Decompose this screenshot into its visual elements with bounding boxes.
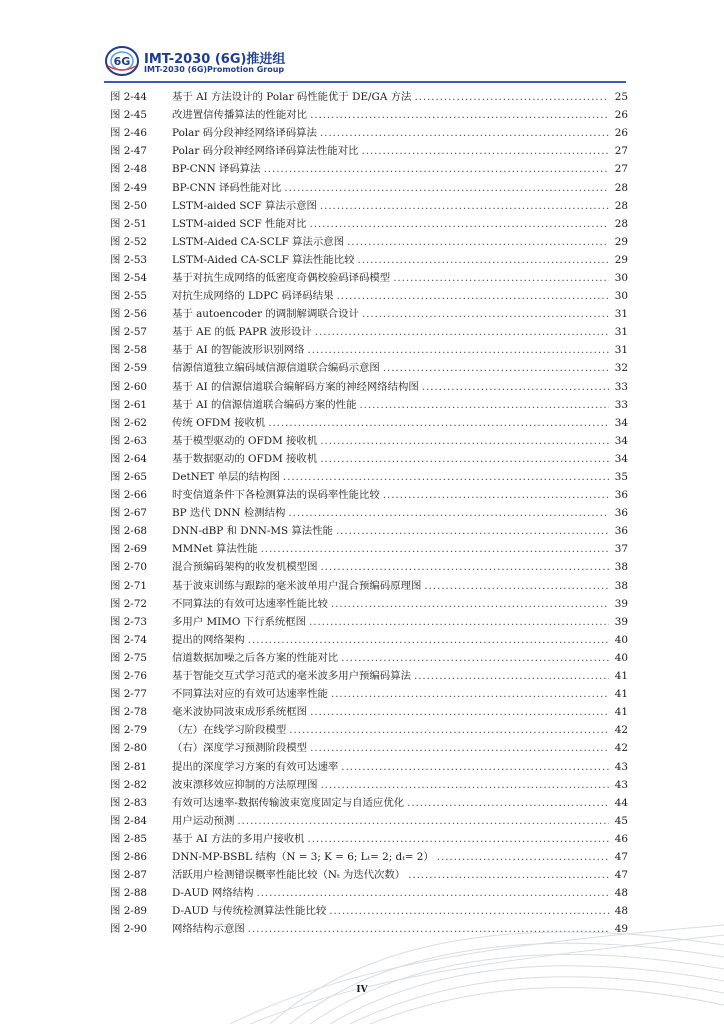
- figure-label: 图 2-62: [110, 416, 148, 429]
- page-header: [104, 44, 624, 78]
- figure-label: 图 2-83: [110, 796, 148, 809]
- page-ref: 27: [614, 145, 628, 158]
- page-ref: 31: [614, 344, 628, 357]
- dot-leader: [362, 305, 609, 323]
- dot-leader: [336, 522, 609, 540]
- figure-label: 图 2-67: [110, 507, 148, 520]
- toc-entry[interactable]: [110, 631, 628, 649]
- figure-title: 基于 AI 方法的多用户接收机: [172, 832, 305, 845]
- page-ref: 41: [614, 706, 628, 719]
- figure-label: 图 2-50: [110, 199, 148, 212]
- page-ref: 41: [614, 688, 628, 701]
- dot-leader: [341, 758, 609, 776]
- figure-title: 基于波束训练与跟踪的毫米波单用户混合预编码原理图: [172, 579, 422, 592]
- figure-label: 图 2-63: [110, 434, 148, 447]
- dot-leader: [437, 848, 609, 866]
- toc-entry[interactable]: [110, 305, 628, 323]
- figure-title: D-AUD 网络结构: [172, 887, 254, 900]
- toc-entry[interactable]: [110, 215, 628, 233]
- figure-label: 图 2-78: [110, 706, 148, 719]
- figure-label: 图 2-52: [110, 235, 148, 248]
- page-ref: 33: [614, 398, 628, 411]
- page-ref: 40: [614, 633, 628, 646]
- page-ref: 39: [614, 615, 628, 628]
- dot-leader: [407, 794, 609, 812]
- figure-title: 提出的深度学习方案的有效可达速率: [172, 760, 339, 773]
- decorative-waves: [230, 905, 724, 1024]
- page-ref: 48: [614, 887, 628, 900]
- org-name-en: IMT-2030 (6G)Promotion Group: [144, 65, 285, 74]
- figure-label: 图 2-74: [110, 633, 148, 646]
- figure-label: 图 2-68: [110, 525, 148, 538]
- dot-leader: [320, 124, 609, 142]
- dot-leader: [257, 884, 610, 902]
- figure-title: 用户运动预测: [172, 814, 235, 827]
- page-ref: 30: [614, 271, 628, 284]
- page-ref: 41: [614, 670, 628, 683]
- figure-label: 图 2-69: [110, 543, 148, 556]
- figure-label: 图 2-89: [110, 905, 148, 918]
- figure-label: 图 2-47: [110, 145, 148, 158]
- figure-title: 毫米波协同波束成形系统框图: [172, 706, 308, 719]
- dot-leader: [315, 323, 609, 341]
- figure-list: [110, 88, 628, 938]
- figure-label: 图 2-85: [110, 832, 148, 845]
- figure-title: 信源信道独立编码域信源信道联合编码示意图: [172, 362, 380, 375]
- figure-title: 基于对抗生成网络的低密度奇偶校验码译码模型: [172, 271, 391, 284]
- toc-entry[interactable]: [110, 287, 628, 305]
- dot-leader: [383, 359, 609, 377]
- figure-title: LSTM-Aided CA-SCLF 算法示意图: [172, 235, 345, 248]
- page-ref: 37: [614, 543, 628, 556]
- toc-entry[interactable]: [110, 178, 628, 196]
- figure-title: 网络结构示意图: [172, 923, 245, 936]
- figure-title: BP-CNN 译码算法: [172, 163, 261, 176]
- figure-label: 图 2-87: [110, 869, 148, 882]
- dot-leader: [248, 631, 609, 649]
- figure-title: 对抗生成网络的 LDPC 码译码结果: [172, 290, 334, 303]
- dot-leader: [264, 160, 609, 178]
- figure-title: 基于 AI 的信源信道联合编解码方案的神经网络结构图: [172, 380, 419, 393]
- figure-title: BP 迭代 DNN 检测结构: [172, 507, 286, 520]
- figure-title: 基于数据驱动的 OFDM 接收机: [172, 452, 318, 465]
- figure-label: 图 2-61: [110, 398, 148, 411]
- dot-leader: [357, 251, 609, 269]
- page-ref: 31: [614, 308, 628, 321]
- dot-leader: [393, 269, 609, 287]
- toc-entry[interactable]: [110, 251, 628, 269]
- toc-entry[interactable]: [110, 522, 628, 540]
- page-ref: 28: [614, 217, 628, 230]
- figure-title: （左）在线学习阶段模型: [172, 724, 287, 737]
- figure-label: 图 2-79: [110, 724, 148, 737]
- dot-leader: [284, 179, 609, 197]
- page-ref: 30: [614, 290, 628, 303]
- figure-title: Polar 码分段神经网络译码算法: [172, 127, 317, 140]
- figure-title: 多用户 MIMO 下行系统框图: [172, 615, 307, 628]
- toc-entry[interactable]: [110, 884, 628, 902]
- imt2030-logo-icon: [104, 44, 140, 78]
- page-ref: 46: [614, 832, 628, 845]
- toc-entry[interactable]: [110, 595, 628, 613]
- page-ref: 47: [614, 850, 628, 863]
- page-ref: 36: [614, 525, 628, 538]
- page-ref: 38: [614, 579, 628, 592]
- dot-leader: [424, 577, 609, 595]
- figure-title: 信道数据加噪之后各方案的性能对比: [172, 651, 339, 664]
- figure-label: 图 2-48: [110, 163, 148, 176]
- dot-leader: [359, 396, 609, 414]
- page-ref: 45: [614, 814, 628, 827]
- dot-leader: [310, 106, 609, 124]
- figure-title: 时变信道条件下各检测算法的误码率性能比较: [172, 489, 380, 502]
- dot-leader: [283, 468, 609, 486]
- toc-entry[interactable]: [110, 558, 628, 576]
- toc-entry[interactable]: [110, 269, 628, 287]
- dot-leader: [320, 197, 609, 215]
- figure-title: D-AUD 与传统检测算法性能比较: [172, 905, 327, 918]
- toc-entry[interactable]: [110, 794, 628, 812]
- toc-entry[interactable]: [110, 685, 628, 703]
- logo-text: 6G: [113, 55, 131, 68]
- figure-title: LSTM-aided SCF 算法示意图: [172, 199, 317, 212]
- page-ref: 34: [614, 416, 628, 429]
- page-ref: 43: [614, 778, 628, 791]
- figure-label: 图 2-49: [110, 181, 148, 194]
- figure-title: 提出的网络架构: [172, 633, 245, 646]
- page-ref: 26: [614, 109, 628, 122]
- page-ref: 40: [614, 651, 628, 664]
- dot-leader: [414, 88, 609, 106]
- figure-title: DNN-dBP 和 DNN-MS 算法性能: [172, 525, 333, 538]
- page-ref: 36: [614, 507, 628, 520]
- figure-title: 波束漂移效应抑制的方法原理图: [172, 778, 318, 791]
- figure-title: 活跃用户检测错误概率性能比较（Nₜ 为迭代次数）: [172, 869, 406, 882]
- figure-title: 基于 AI 的智能波形识别网络: [172, 344, 305, 357]
- dot-leader: [310, 215, 609, 233]
- toc-entry[interactable]: [110, 866, 628, 884]
- dot-leader: [408, 866, 609, 884]
- dot-leader: [336, 287, 609, 305]
- toc-entry[interactable]: [110, 124, 628, 142]
- toc-entry[interactable]: [110, 468, 628, 486]
- toc-entry[interactable]: [110, 378, 628, 396]
- toc-entry[interactable]: [110, 432, 628, 450]
- page-ref: 36: [614, 489, 628, 502]
- toc-entry[interactable]: [110, 106, 628, 124]
- figure-label: 图 2-77: [110, 688, 148, 701]
- page-ref: 42: [614, 742, 628, 755]
- page-ref: 34: [614, 452, 628, 465]
- toc-entry[interactable]: [110, 486, 628, 504]
- dot-leader: [361, 142, 609, 160]
- figure-title: 不同算法的有效可达速率性能比较: [172, 597, 328, 610]
- toc-entry[interactable]: [110, 233, 628, 251]
- figure-title: DetNET 单层的结构图: [172, 471, 280, 484]
- figure-label: 图 2-82: [110, 778, 148, 791]
- figure-label: 图 2-55: [110, 290, 148, 303]
- toc-entry[interactable]: [110, 341, 628, 359]
- toc-entry[interactable]: [110, 142, 628, 160]
- figure-label: 图 2-57: [110, 326, 148, 339]
- page-ref: 49: [614, 923, 628, 936]
- figure-label: 图 2-86: [110, 850, 148, 863]
- page-ref: 47: [614, 869, 628, 882]
- figure-label: 图 2-56: [110, 308, 148, 321]
- toc-entry[interactable]: [110, 359, 628, 377]
- page-ref: 34: [614, 434, 628, 447]
- toc-entry[interactable]: [110, 830, 628, 848]
- dot-leader: [320, 450, 609, 468]
- dot-leader: [383, 486, 609, 504]
- toc-entry[interactable]: [110, 848, 628, 866]
- page-ref: 43: [614, 760, 628, 773]
- toc-entry[interactable]: [110, 197, 628, 215]
- toc-entry[interactable]: [110, 577, 628, 595]
- page-ref: 26: [614, 127, 628, 140]
- dot-leader: [261, 540, 609, 558]
- toc-entry[interactable]: [110, 450, 628, 468]
- figure-title: 改进置信传播算法的性能对比: [172, 109, 308, 122]
- dot-leader: [422, 378, 609, 396]
- dot-leader: [414, 667, 609, 685]
- figure-label: 图 2-84: [110, 814, 148, 827]
- figure-title: 基于 AI 的信源信道联合编码方案的性能: [172, 398, 357, 411]
- figure-label: 图 2-60: [110, 380, 148, 393]
- toc-entry[interactable]: [110, 703, 628, 721]
- figure-title: LSTM-Aided CA-SCLF 算法性能比较: [172, 253, 355, 266]
- page-ref: 29: [614, 253, 628, 266]
- figure-label: 图 2-54: [110, 271, 148, 284]
- page-ref: 31: [614, 326, 628, 339]
- figure-label: 图 2-90: [110, 923, 148, 936]
- dot-leader: [268, 414, 609, 432]
- dot-leader: [310, 703, 609, 721]
- figure-label: 图 2-45: [110, 109, 148, 122]
- toc-entry[interactable]: [110, 739, 628, 757]
- figure-title: 有效可达速率-数据传输波束宽度固定与自适应优化: [172, 796, 405, 809]
- figure-title: 基于智能交互式学习范式的毫米波多用户预编码算法: [172, 670, 411, 683]
- dot-leader: [308, 341, 609, 359]
- figure-title: 传统 OFDM 接收机: [172, 416, 266, 429]
- figure-label: 图 2-75: [110, 651, 148, 664]
- figure-label: 图 2-44: [110, 91, 148, 104]
- figure-title: 混合预编码架构的收发机模型图: [172, 561, 318, 574]
- page-ref: 48: [614, 905, 628, 918]
- figure-label: 图 2-81: [110, 760, 148, 773]
- page-ref: 44: [614, 796, 628, 809]
- page-ref: 39: [614, 597, 628, 610]
- toc-entry[interactable]: [110, 721, 628, 739]
- dot-leader: [309, 613, 609, 631]
- toc-entry[interactable]: [110, 667, 628, 685]
- figure-title: （右）深度学习预测阶段模型: [172, 742, 308, 755]
- figure-label: 图 2-65: [110, 471, 148, 484]
- figure-label: 图 2-73: [110, 615, 148, 628]
- dot-leader: [320, 432, 609, 450]
- toc-entry[interactable]: [110, 88, 628, 106]
- dot-leader: [347, 233, 609, 251]
- figure-label: 图 2-71: [110, 579, 148, 592]
- toc-entry[interactable]: [110, 776, 628, 794]
- page-ref: 25: [614, 91, 628, 104]
- figure-label: 图 2-76: [110, 670, 148, 683]
- figure-title: MMNet 算法性能: [172, 543, 258, 556]
- figure-title: 不同算法对应的有效可达速率性能: [172, 688, 328, 701]
- page-ref: 33: [614, 380, 628, 393]
- page-ref: 28: [614, 181, 628, 194]
- page-ref: 27: [614, 163, 628, 176]
- toc-entry[interactable]: [110, 649, 628, 667]
- toc-entry[interactable]: [110, 504, 628, 522]
- page-number: IV: [356, 985, 368, 995]
- toc-entry[interactable]: [110, 812, 628, 830]
- figure-title: 基于 AI 方法设计的 Polar 码性能优于 DE/GA 方法: [172, 91, 412, 104]
- toc-entry[interactable]: [110, 540, 628, 558]
- dot-leader: [308, 830, 609, 848]
- dot-leader: [289, 721, 609, 739]
- dot-leader: [310, 739, 609, 757]
- toc-entry[interactable]: [110, 396, 628, 414]
- dot-leader: [288, 504, 609, 522]
- figure-label: 图 2-70: [110, 561, 148, 574]
- dot-leader: [341, 649, 609, 667]
- figure-title: Polar 码分段神经网络译码算法性能对比: [172, 145, 359, 158]
- figure-label: 图 2-72: [110, 597, 148, 610]
- figure-title: LSTM-aided SCF 性能对比: [172, 217, 307, 230]
- dot-leader: [320, 558, 609, 576]
- dot-leader: [331, 685, 609, 703]
- toc-entry[interactable]: [110, 414, 628, 432]
- page-ref: 29: [614, 235, 628, 248]
- toc-entry[interactable]: [110, 613, 628, 631]
- figure-label: 图 2-64: [110, 452, 148, 465]
- figure-label: 图 2-80: [110, 742, 148, 755]
- figure-title: BP-CNN 译码性能对比: [172, 181, 282, 194]
- figure-title: 基于 autoencoder 的调制解调联合设计: [172, 308, 359, 321]
- figure-label: 图 2-58: [110, 344, 148, 357]
- figure-label: 图 2-53: [110, 253, 148, 266]
- figure-label: 图 2-46: [110, 127, 148, 140]
- dot-leader: [237, 812, 609, 830]
- figure-title: 基于模型驱动的 OFDM 接收机: [172, 434, 318, 447]
- org-name-cn: IMT-2030 (6G)推进组: [144, 52, 286, 67]
- page-ref: 35: [614, 471, 628, 484]
- dot-leader: [331, 595, 609, 613]
- page-ref: 42: [614, 724, 628, 737]
- dot-leader: [320, 776, 609, 794]
- toc-entry[interactable]: [110, 323, 628, 341]
- figure-label: 图 2-88: [110, 887, 148, 900]
- toc-entry[interactable]: [110, 757, 628, 775]
- figure-label: 图 2-51: [110, 217, 148, 230]
- page-ref: 28: [614, 199, 628, 212]
- figure-title: DNN-MP-BSBL 结构（N = 3; K = 6; Lₜ= 2; dₜ= 2）: [172, 850, 434, 863]
- page-ref: 38: [614, 561, 628, 574]
- figure-label: 图 2-59: [110, 362, 148, 375]
- figure-title: 基于 AE 的低 PAPR 波形设计: [172, 326, 312, 339]
- header-rule: [104, 81, 626, 83]
- page-ref: 32: [614, 362, 628, 375]
- toc-entry[interactable]: [110, 160, 628, 178]
- figure-label: 图 2-66: [110, 489, 148, 502]
